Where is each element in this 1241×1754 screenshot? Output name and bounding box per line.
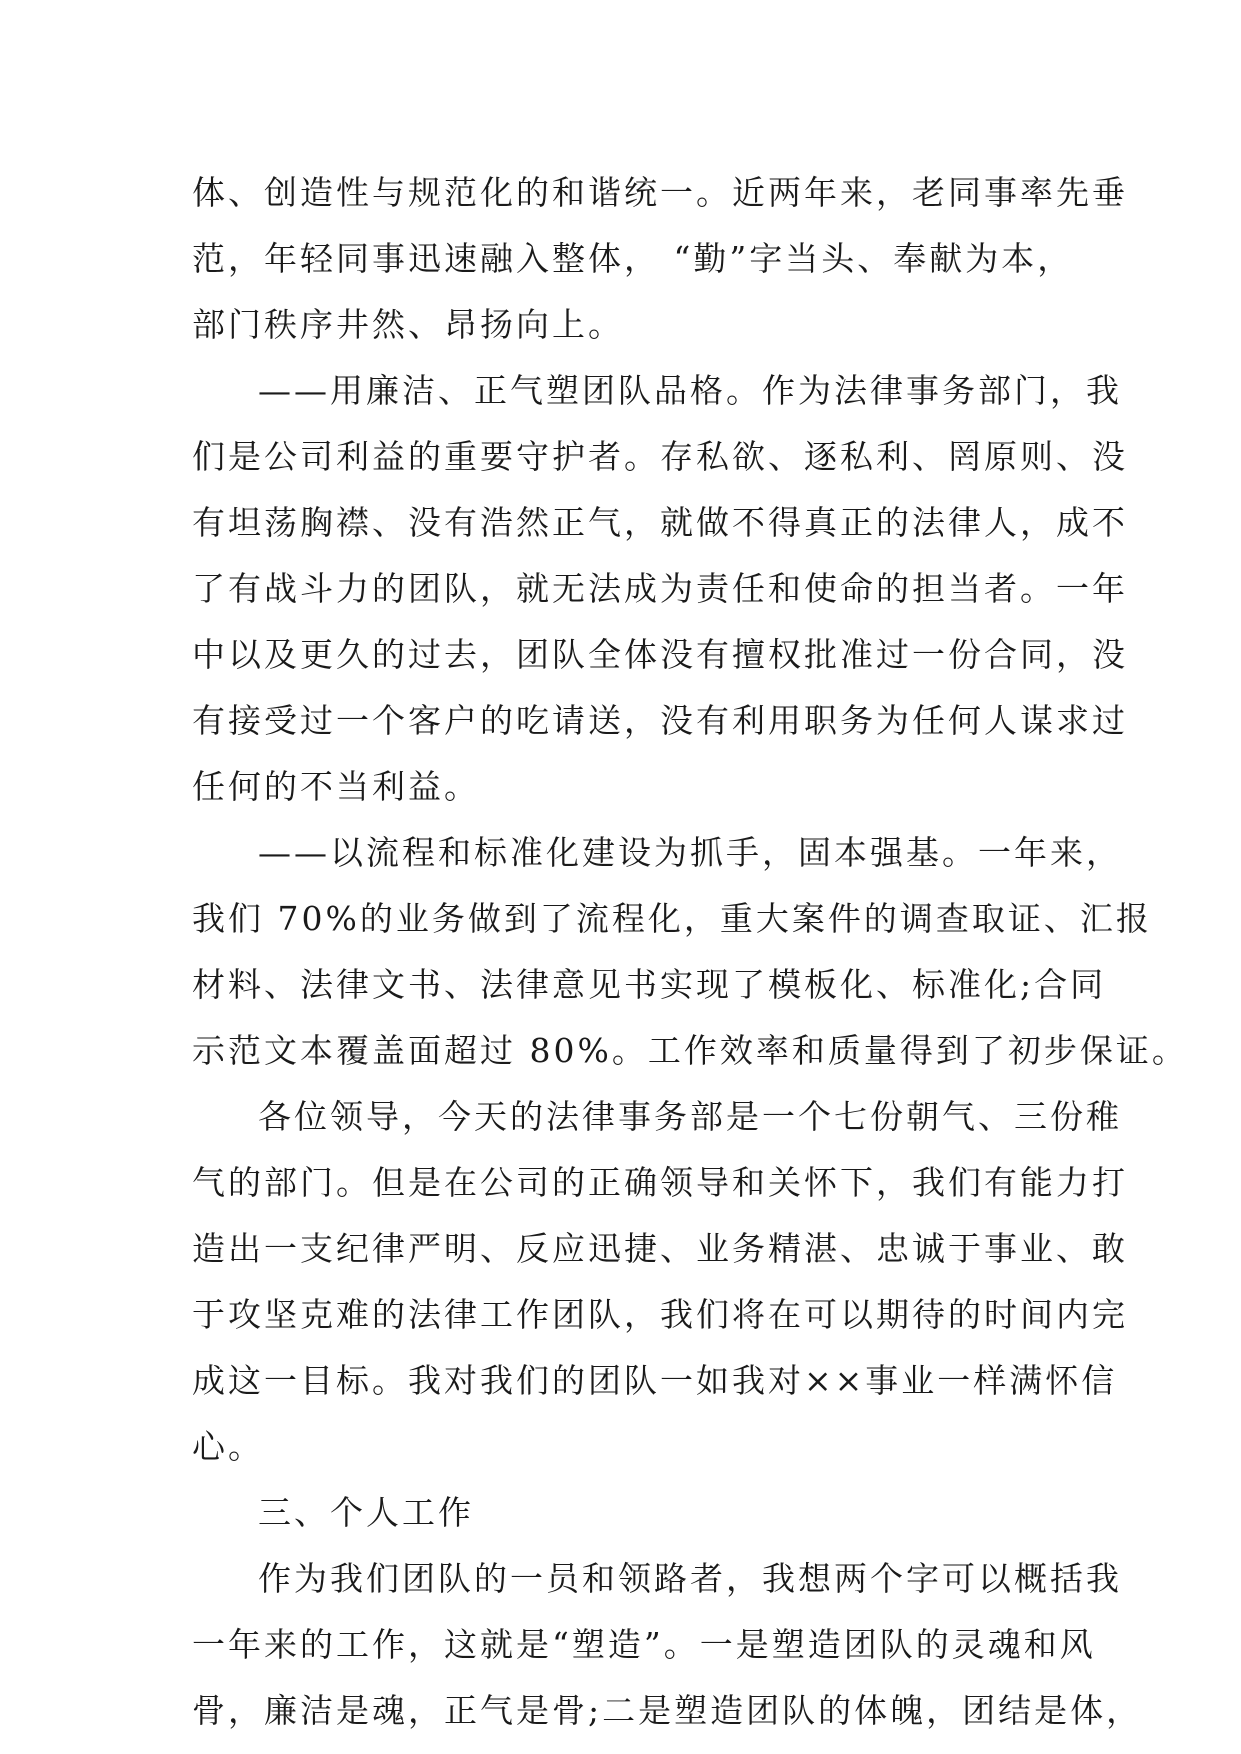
paragraph-start-line: ——用廉洁、正气塑团队品格。作为法律事务部门，我 (258, 371, 1122, 410)
text-line: 们是公司利益的重要守护者。存私欲、逐私利、罔原则、没 (192, 437, 1128, 476)
text-line: 任何的不当利益。 (192, 767, 480, 806)
paragraph-start-line: ——以流程和标准化建设为抓手，固本强基。一年来， (258, 833, 1122, 872)
text-line: 我们 70%的业务做到了流程化，重大案件的调查取证、汇报 (192, 899, 1152, 938)
text-line: 心。 (192, 1427, 264, 1466)
text-line: 范，年轻同事迅速融入整体， “勤”字当头、奉献为本， (192, 239, 1074, 278)
text-line: 一年来的工作，这就是“塑造”。一是塑造团队的灵魂和风 (192, 1625, 1096, 1664)
section-heading: 三、个人工作 (258, 1493, 474, 1532)
document-body (192, 160, 1188, 1744)
text-line: 造出一支纪律严明、反应迅捷、业务精湛、忠诚于事业、敢 (192, 1229, 1128, 1268)
text-line: 成这一目标。我对我们的团队一如我对××事业一样满怀信 (192, 1361, 1118, 1400)
text-line: 有接受过一个客户的吃请送，没有利用职务为任何人谋求过 (192, 701, 1128, 740)
text-line: 骨，廉洁是魂，正气是骨;二是塑造团队的体魄，团结是体， (192, 1691, 1143, 1730)
paragraph-start-line: 作为我们团队的一员和领路者，我想两个字可以概括我 (258, 1559, 1122, 1598)
text-line: 部门秩序井然、昂扬向上。 (192, 305, 624, 344)
text-line: 气的部门。但是在公司的正确领导和关怀下，我们有能力打 (192, 1163, 1128, 1202)
text-line: 中以及更久的过去，团队全体没有擅权批准过一份合同，没 (192, 635, 1128, 674)
text-line: 示范文本覆盖面超过 80%。工作效率和质量得到了初步保证。 (192, 1031, 1188, 1070)
text-line: 于攻坚克难的法律工作团队，我们将在可以期待的时间内完 (192, 1295, 1128, 1334)
paragraph-start-line: 各位领导，今天的法律事务部是一个七份朝气、三份稚 (258, 1097, 1122, 1136)
text-line: 有坦荡胸襟、没有浩然正气，就做不得真正的法律人，成不 (192, 503, 1128, 542)
text-line: 材料、法律文书、法律意见书实现了模板化、标准化;合同 (192, 965, 1107, 1004)
text-line: 体、创造性与规范化的和谐统一。近两年来，老同事率先垂 (192, 173, 1128, 212)
text-line: 了有战斗力的团队，就无法成为责任和使命的担当者。一年 (192, 569, 1128, 608)
